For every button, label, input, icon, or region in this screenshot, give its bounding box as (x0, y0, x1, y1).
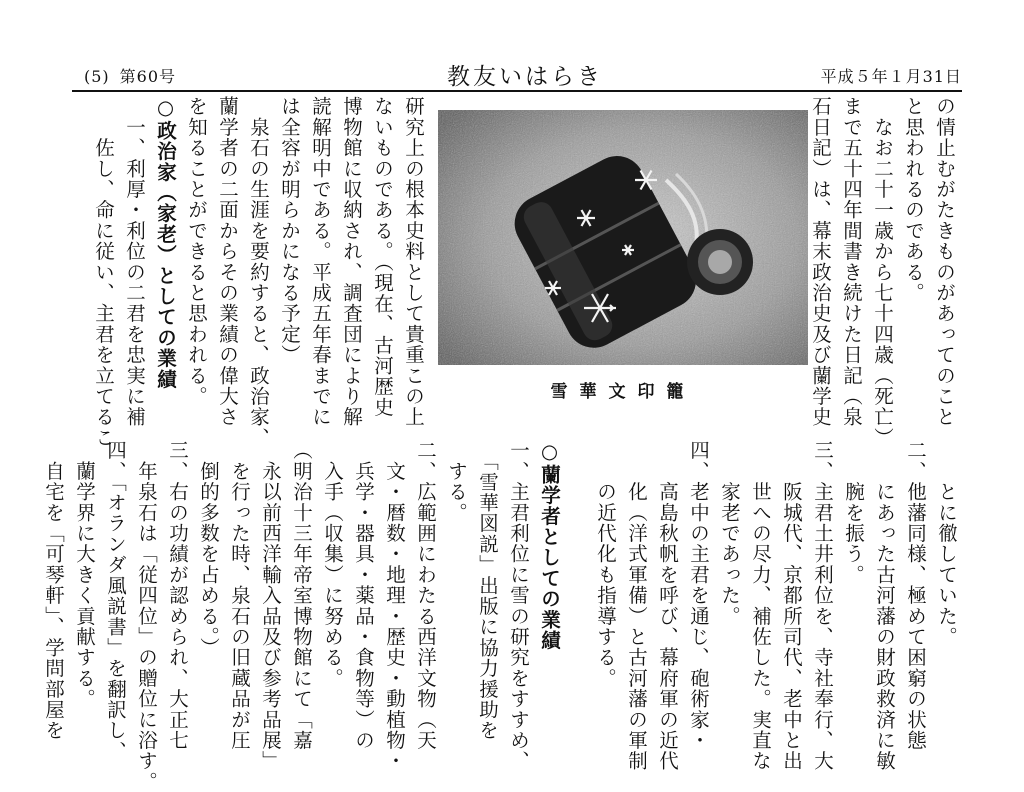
text-line: 家老であった。 (718, 440, 741, 627)
text-line: する。 (445, 440, 468, 523)
text-line: 一、主君利位に雪の研究をすすめ、 (507, 440, 530, 772)
text-line: 年泉石は「従四位」の贈位に浴す。 (135, 440, 158, 792)
article-bottom-right (567, 440, 962, 772)
text-line: 阪城代、京都所司代、老中と出 (780, 440, 803, 772)
text-line: ないものである。（現在、古河歴史 (371, 96, 394, 418)
inro-photo (438, 110, 808, 365)
text-line: 二、広範囲にわたる西洋文物（天 (414, 440, 437, 751)
text-line: 世への尽力、補佐した。実直な (749, 440, 772, 772)
text-line: 兵学・器具・薬品・食物等）の (352, 440, 375, 751)
text-line: を知ることができると思われる。 (185, 96, 208, 407)
text-line: にあった古河藩の財政救済に敏 (873, 440, 896, 772)
text-line: の近代化も指導する。 (594, 440, 617, 689)
text-line: とに徹していた。 (935, 440, 958, 647)
header-rule (72, 90, 962, 92)
text-line: 化（洋式軍備）と古河藩の軍制 (625, 440, 648, 772)
section-heading-politician: ○政治家（家老）としての業績 (154, 96, 177, 390)
section-heading-scholar: ○蘭学者としての業績 (538, 440, 561, 651)
text-line: 四、老中の主君を通じ、砲術家・ (687, 440, 710, 751)
text-line: 倒的多数を占める。） (197, 440, 220, 658)
text-line: 永以前西洋輸入品及び参考品展」 (259, 440, 282, 772)
text-line: 佐し、命に従い、主君を立てるこ (92, 96, 115, 448)
text-line: なお二十一歳から七十四歳（死亡） (871, 96, 894, 448)
text-line: 博物館に収納され、調査団により解 (340, 96, 363, 428)
text-line: 三、主君土井利位を、寺社奉行、大 (811, 440, 834, 772)
text-line: 腕を振う。 (842, 440, 865, 585)
text-line: 研究上の根本史料として貴重この上 (402, 96, 425, 428)
issue-info (84, 64, 176, 87)
text-line: 蘭学界に大きく貢献する。 (73, 440, 96, 710)
text-line: は全容が明らかになる予定） (278, 96, 301, 366)
text-line: 文・暦数・地理・歴史・動植物・ (383, 440, 406, 772)
text-line: 高島秋帆を呼び、幕府軍の近代 (656, 440, 679, 772)
text-line: と思われるのである。 (902, 96, 925, 303)
text-line: を行った時、泉石の旧蔵品が圧 (228, 440, 251, 751)
issue-date: 平成５年１月31日 (820, 67, 962, 86)
article-bottom-left (42, 440, 565, 792)
text-line: 読解明中である。平成五年春までに (309, 96, 332, 428)
text-line: 一、利厚・利位の二君を忠実に補 (123, 96, 146, 428)
newsletter-title: 教友いはらき (447, 64, 603, 90)
issue-number: 第60号 (119, 67, 177, 86)
text-line: 蘭学者の二面からその業績の偉大さ (216, 96, 239, 428)
page-number: (5) (84, 67, 110, 86)
text-line: 泉石の生涯を要約すると、政治家、 (247, 96, 270, 448)
text-line: 石日記）は、幕末政治史及び蘭学史 (809, 96, 832, 428)
text-line: 「雪華図説」出版に協力援助を (476, 440, 499, 741)
text-line: まで五十四年間書き続けた日記（泉 (840, 96, 863, 428)
text-line: 二、他藩同様、極めて困窮の状態 (904, 440, 927, 751)
page-header (72, 58, 962, 92)
inro-image (438, 110, 808, 365)
text-line: 四、「オランダ風説書」を翻訳し、 (104, 440, 127, 762)
text-line: の情止むがたきものがあってのこと (933, 96, 956, 428)
photo-caption: 雪華文印籠 (550, 382, 696, 402)
text-line: 自宅を「可琴軒」、学問部屋を (42, 440, 65, 741)
text-line: 入手（収集）に努める。 (321, 440, 344, 689)
text-line: 三、右の功績が認められ、大正七 (166, 440, 189, 751)
text-line: （明治十三年帝室博物館にて「嘉 (290, 440, 313, 751)
